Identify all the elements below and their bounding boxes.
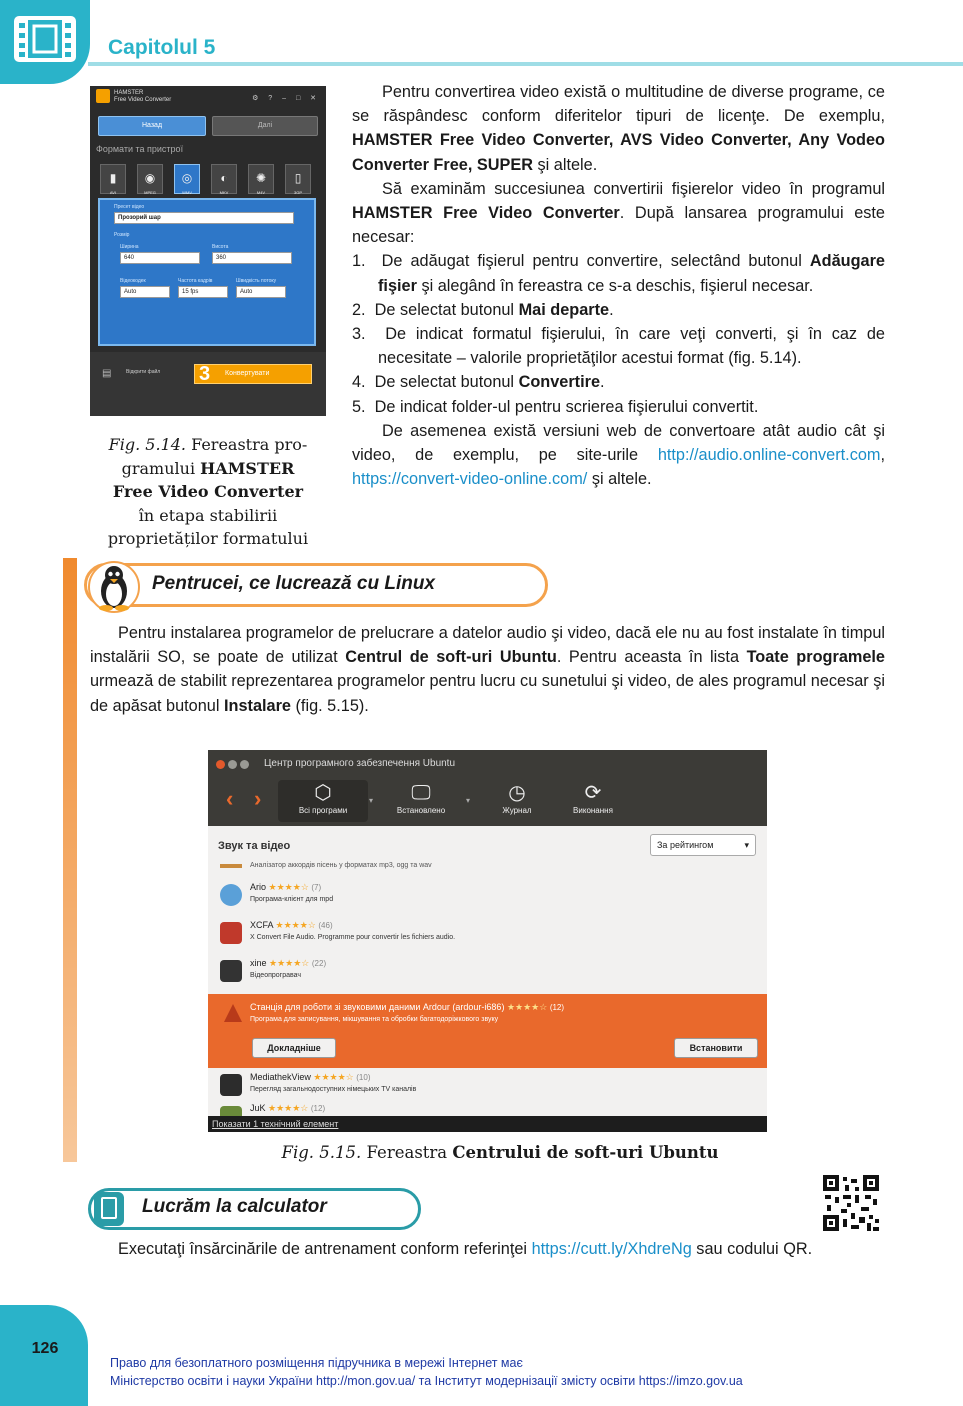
- bitrate-select[interactable]: Auto: [236, 286, 286, 298]
- monitor-icon: 🖵: [411, 782, 431, 804]
- install-button[interactable]: Встановити: [674, 1038, 758, 1058]
- tab-all-programs[interactable]: ⬡ Всі програми: [278, 780, 368, 822]
- format-wmv-icon[interactable]: ◎ WMV: [174, 164, 200, 194]
- format-settings-panel: Пресет відео Прозорий шар Розмір Ширина 640 Висота 360 Відеокодек Auto Частота кадрів 15 fps Швидкість потоку Auto: [98, 198, 316, 346]
- format-mpeg-icon[interactable]: ◉ MPEG: [137, 164, 163, 194]
- clock-icon: ◷: [508, 782, 526, 804]
- tab-progress[interactable]: ⟳ Виконання: [548, 780, 638, 815]
- page-number: 126: [31, 1340, 59, 1357]
- open-folder-label[interactable]: Відкрити файл: [126, 369, 161, 375]
- intro-text: [352, 80, 885, 491]
- web-paragraph: De asemenea există versiuni web de convertoare atât audio cât şi video, de exemplu, pe site-urile http://audio.online-convert.com, https://convert-video-online.com/ şi altele.: [352, 421, 885, 489]
- hamster-subtitle: Free Video Converter: [114, 97, 172, 103]
- linux-section-title: Pentrucei, ce lucrează cu Linux: [152, 573, 435, 594]
- fig-5-15-caption: Fig. 5.15. Fereastra Centrului de soft-uri Ubuntu: [281, 1143, 719, 1162]
- juk-icon: [220, 1106, 242, 1116]
- step-4: 4. De selectat butonul Convertire.: [352, 373, 605, 392]
- window-controls[interactable]: ⚙ ? – □ ✕: [252, 95, 320, 102]
- fps-select[interactable]: 15 fps: [178, 286, 228, 298]
- audio-online-convert-link[interactable]: http://audio.online-convert.com: [657, 446, 881, 465]
- cutt-ly-link[interactable]: https://cutt.ly/XhdreNg: [531, 1240, 692, 1258]
- footer-line-2: Міністерство освіти і науки України http://mon.gov.ua/ та Інститут модернізації змісту освіти https://imzo.gov.ua: [110, 1374, 743, 1388]
- intro-paragraph-2: Să examinăm succesiunea convertirii fişierelor video în programul HAMSTER Free Video Converter. După lansarea programului este necesar:: [352, 179, 885, 247]
- ardour-icon: [222, 1002, 244, 1024]
- minimize-icon[interactable]: [228, 760, 237, 769]
- ario-icon: [220, 884, 242, 906]
- calculator-section-title: Lucrăm la calculator: [142, 1196, 327, 1217]
- ubuntu-window-title: Центр програмного забезпечення Ubuntu: [264, 758, 456, 769]
- xine-icon: [220, 960, 242, 982]
- category-title: Звук та відео: [218, 840, 291, 852]
- footer-line-1: Право для безоплатного розміщення підручника в мережі Інтернет має: [110, 1356, 523, 1370]
- app-row-juk[interactable]: JuK ★★★★☆ (12): [208, 1100, 767, 1116]
- xcfa-icon: [220, 922, 242, 944]
- chapter-corner-tab: [0, 0, 90, 84]
- fig-5-14-caption: Fig. 5.14. Fereastra pro- gramului HAMSTER Free Video Converter în etapa stabilirii proprietăților formatului: [107, 435, 309, 548]
- hamster-logo-icon: [96, 89, 110, 103]
- height-input[interactable]: 360: [212, 252, 292, 264]
- sort-select[interactable]: За рейтингом ▾: [650, 834, 756, 856]
- linux-section-bar: [63, 558, 77, 1162]
- format-3gp-icon[interactable]: ▯ 3GP: [285, 164, 311, 194]
- app-row-xcfa[interactable]: XCFA ★★★★☆ (46) X Convert File Audio. Programme pour convertir les fichiers audio.: [208, 916, 767, 952]
- app-row-xine[interactable]: xine ★★★★☆ (22) Відеопрогравач: [208, 954, 767, 990]
- partial-app-desc: Аналізатор аккордів пісень у форматах mp3, ogg та wav: [250, 862, 432, 869]
- tab-installed[interactable]: 🖵 Встановлено: [376, 780, 466, 815]
- close-icon[interactable]: [216, 760, 225, 769]
- format-m4v-icon[interactable]: ✺ M4V: [248, 164, 274, 194]
- folder-icon: ▤: [102, 368, 112, 379]
- film-strip-icon: [14, 14, 76, 64]
- convert-button[interactable]: 3 Конвертувати: [194, 364, 312, 384]
- forward-arrow-icon[interactable]: ›: [254, 786, 262, 811]
- format-avi-icon[interactable]: ▮ AVI: [100, 164, 126, 194]
- step-1: 1. De adăugat fişierul pentru convertire, selectând butonul Adăugare fişier şi alegând în fereastra ce s-a deschis, fişierul necesar.: [352, 252, 885, 295]
- maximize-icon[interactable]: [240, 760, 249, 769]
- linux-paragraph: Pentru instalarea programelor de prelucrare a datelor audio şi video, dacă ele nu au fost instalate în timpul instalării SO, se poate de utilizat Centrul de soft-uri Ubuntu. Pentru aceasta în lista Toate programele urmează de stabilit reprezentarea programelor pentru lucru cu sunetului şi video, de ales programul necesar şi de apăsat butonul Instalare (fig. 5.15).: [90, 624, 885, 715]
- preset-select[interactable]: Прозорий шар: [114, 212, 294, 224]
- penguin-icon: [88, 559, 140, 615]
- dropdown-icon[interactable]: ▾: [466, 796, 471, 805]
- refresh-icon: ⟳: [584, 782, 602, 804]
- codec-select[interactable]: Auto: [120, 286, 170, 298]
- header-rule: [88, 62, 963, 66]
- hamster-screenshot: [90, 86, 326, 416]
- back-arrow-icon[interactable]: ‹: [226, 786, 234, 811]
- intro-paragraph-1: Pentru convertirea video există o multitudine de diverse programe, ce se răspândesc conform diferitelor tipuri de licenţe. De exemplu, HAMSTER Free Video Converter, AVS Video Converter, Any Vodeo Converter Free, SUPER şi altele.: [352, 83, 885, 174]
- convert-video-online-link[interactable]: https://convert-video-online.com/: [352, 470, 588, 489]
- step-5: 5. De indicat folder-ul pentru scrierea fişierului convertit.: [352, 397, 759, 416]
- format-mkv-icon[interactable]: ◐ MKV: [211, 164, 237, 194]
- tablet-icon: [94, 1192, 124, 1226]
- calculator-paragraph: Executaţi însărcinările de antrenament conform referinţei https://cutt.ly/XhdreNg sau codului QR.: [118, 1240, 813, 1258]
- app-row-mediathekview[interactable]: MediathekView ★★★★☆ (10) Перегляд загальнодоступних німецьких TV каналів: [208, 1068, 767, 1104]
- dropdown-icon[interactable]: ▾: [369, 796, 374, 805]
- more-info-button[interactable]: Докладніше: [252, 1038, 336, 1058]
- qr-code-icon[interactable]: [823, 1175, 879, 1231]
- step-2: 2. De selectat butonul Mai departe.: [352, 300, 614, 319]
- ubuntu-software-center-screenshot: Центр програмного забезпечення Ubuntu ‹ › ⬡ Всі програми ▾ 🖵 Встановлено ▾ ◷ Журнал ⟳ Виконання Звук та відео За рейтингом ▾ Аналізатор аккордів пісень у форматах mp3, ogg та wav Ario ★★★★☆ (7) Програма-клієнт для mpd XCFA ★★★★☆ (46) X Convert File Audio. Programme pour convertir les fichiers audio. xine ★★★★☆ (22) Відеопрогравач Станція для роботи зі звуковими даними Ardour (ardour-i686) ★★★★☆ (12) Програма для записування, мікшування та обробки багатодоріжкового звуку Докладніше Встановити MediathekView ★★★★☆ (10) Перегляд загальнодоступних німецьких TV каналів JuK ★★★★☆ (12) Показати 1 технічний елемент: [208, 750, 767, 1132]
- hamster-back-tab[interactable]: Назад: [98, 116, 206, 136]
- chapter-title: Capitolul 5: [108, 36, 216, 59]
- step-3: 3. De indicat formatul fişierului, în care veţi converti, şi în caz de necesitate – valorile proprietăţilor acestui format (fig. 5.14).: [352, 325, 885, 368]
- hamster-title: HAMSTER: [114, 90, 144, 96]
- show-technical-items-link[interactable]: Показати 1 технічний елемент: [208, 1116, 767, 1132]
- hamster-next-tab[interactable]: Далі: [212, 116, 318, 136]
- tab-history[interactable]: ◷ Журнал: [472, 780, 562, 815]
- mediathekview-icon: [220, 1074, 242, 1096]
- app-row-ario[interactable]: Ario ★★★★☆ (7) Програма-клієнт для mpd: [208, 878, 767, 914]
- all-programs-icon: ⬡: [314, 782, 332, 804]
- formats-section-title: Формати та пристрої: [96, 144, 184, 154]
- partial-app-icon: [220, 864, 242, 868]
- width-input[interactable]: 640: [120, 252, 200, 264]
